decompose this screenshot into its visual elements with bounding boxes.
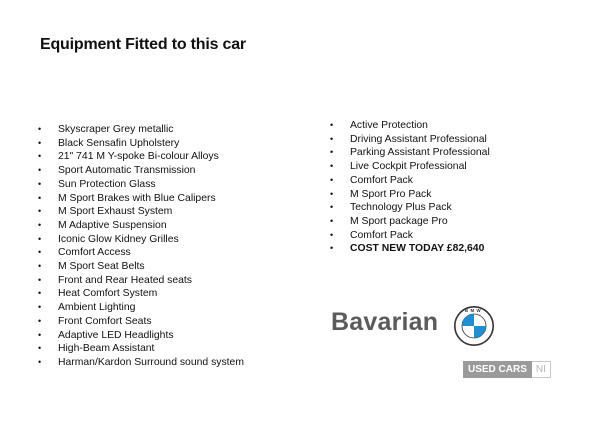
list-item-label: M Sport Brakes with Blue Calipers: [58, 192, 216, 204]
list-item-label: Black Sensafin Upholstery: [58, 137, 180, 149]
bullet-icon: •: [38, 219, 42, 230]
bullet-icon: •: [38, 329, 42, 340]
list-item: [330, 229, 490, 243]
list-item-label: High-Beam Assistant: [58, 343, 155, 355]
list-item: [330, 174, 490, 188]
bullet-icon: •: [38, 192, 42, 203]
list-item: [38, 123, 244, 137]
bullet-icon: •: [330, 202, 334, 213]
bullet-icon: •: [38, 288, 42, 299]
list-item: [38, 219, 244, 233]
bullet-icon: •: [330, 147, 334, 158]
list-item-label: M Sport package Pro: [350, 215, 448, 227]
page-title: Equipment Fitted to this car: [40, 36, 246, 53]
used-cars-ni-badge: [463, 361, 551, 378]
bullet-icon: •: [38, 247, 42, 258]
list-item: [38, 178, 244, 192]
list-item: [38, 137, 244, 151]
equipment-list-left: [38, 123, 244, 370]
list-item-label: Adaptive LED Headlights: [58, 329, 174, 341]
bullet-icon: •: [38, 137, 42, 148]
list-item: [330, 201, 490, 215]
list-item-label: Front and Rear Heated seats: [58, 274, 192, 286]
bullet-icon: •: [38, 151, 42, 162]
list-item: [330, 188, 490, 202]
list-item: [38, 192, 244, 206]
bullet-icon: •: [38, 274, 42, 285]
list-item: [330, 146, 490, 160]
bullet-icon: •: [330, 229, 334, 240]
dealer-name: Bavarian: [331, 308, 439, 336]
equipment-list-right: [330, 119, 490, 256]
list-item-label: Front Comfort Seats: [58, 315, 152, 327]
list-item: [38, 315, 244, 329]
list-item: [38, 260, 244, 274]
bullet-icon: •: [38, 356, 42, 367]
list-item: [38, 287, 244, 301]
list-item-label: Comfort Pack: [350, 174, 413, 186]
bullet-icon: •: [330, 215, 334, 226]
list-item-label: M Adaptive Suspension: [58, 219, 167, 231]
list-item-label: M Sport Pro Pack: [350, 188, 432, 200]
list-item-label: Technology Plus Pack: [350, 202, 452, 214]
list-item: [38, 301, 244, 315]
list-item: [38, 274, 244, 288]
list-item: [330, 133, 490, 147]
list-item: [38, 342, 244, 356]
list-item-label: Harman/Kardon Surround sound system: [58, 356, 244, 368]
bullet-icon: •: [38, 233, 42, 244]
list-item: [38, 150, 244, 164]
list-item-label: Ambient Lighting: [58, 302, 136, 314]
bmw-logo-letter: BMW: [464, 308, 484, 313]
list-item: [38, 329, 244, 343]
list-item: [38, 246, 244, 260]
list-item: [38, 233, 244, 247]
bmw-logo-icon: [454, 306, 494, 346]
list-item-label: Active Protection: [350, 120, 428, 131]
list-item-label: Parking Assistant Professional: [350, 147, 490, 159]
list-item-label: Sport Automatic Transmission: [58, 165, 196, 177]
badge-ni: NI: [532, 361, 551, 378]
list-item: [330, 119, 490, 133]
list-item-label: M Sport Exhaust System: [58, 206, 173, 218]
bullet-icon: •: [38, 315, 42, 326]
bullet-icon: •: [330, 243, 334, 254]
badge-used-cars: USED CARS: [463, 361, 532, 378]
bullet-icon: •: [330, 188, 334, 199]
list-item-label: Comfort Pack: [350, 229, 413, 241]
list-item: [330, 215, 490, 229]
bullet-icon: •: [38, 178, 42, 189]
bullet-icon: •: [38, 124, 42, 134]
bullet-icon: •: [38, 206, 42, 217]
list-item-label: Driving Assistant Professional: [350, 133, 487, 145]
list-item: [330, 160, 490, 174]
list-item-label: Sun Protection Glass: [58, 178, 156, 190]
bullet-icon: •: [38, 261, 42, 272]
bullet-icon: •: [38, 343, 42, 354]
list-item-label: Comfort Access: [58, 247, 131, 259]
list-item: [38, 164, 244, 178]
bullet-icon: •: [330, 161, 334, 172]
bullet-icon: •: [330, 133, 334, 144]
bullet-icon: •: [330, 120, 334, 130]
list-item: [38, 356, 244, 370]
list-item-label: Iconic Glow Kidney Grilles: [58, 233, 179, 245]
list-item-label: Skyscraper Grey metallic: [58, 124, 174, 135]
bullet-icon: •: [330, 174, 334, 185]
bullet-icon: •: [38, 165, 42, 176]
cost-new-item: [330, 242, 490, 256]
list-item-label: M Sport Seat Belts: [58, 261, 145, 273]
list-item-label: 21" 741 M Y-spoke Bi-colour Alloys: [58, 151, 219, 163]
list-item-label: Heat Comfort System: [58, 288, 158, 300]
list-item-label: Live Cockpit Professional: [350, 161, 467, 173]
list-item: [38, 205, 244, 219]
cost-new-label: COST NEW TODAY £82,640: [350, 243, 485, 255]
bullet-icon: •: [38, 302, 42, 313]
